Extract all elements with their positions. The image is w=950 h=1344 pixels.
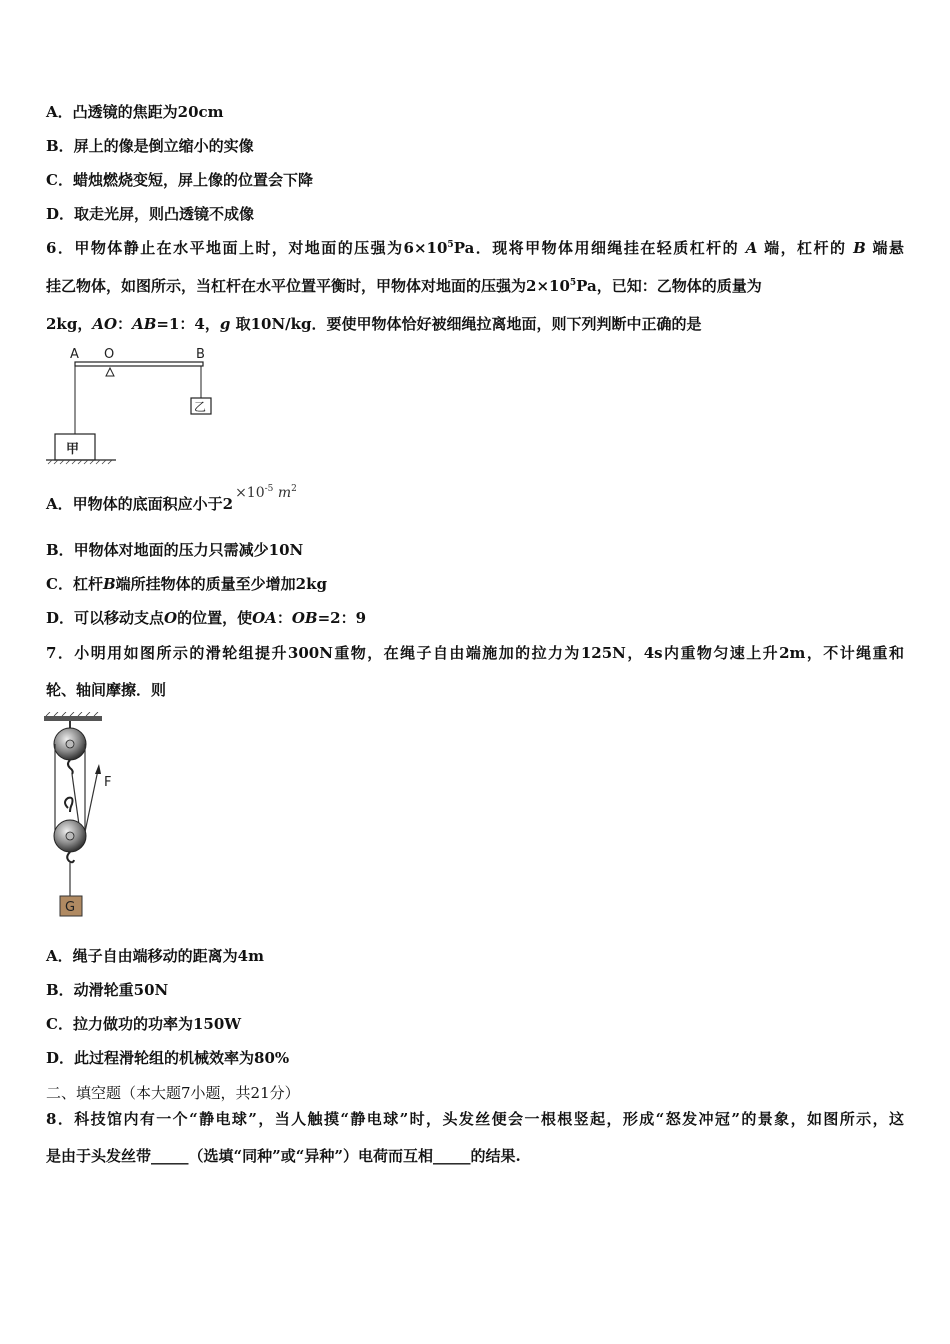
q7-stem-line2: 轮、轴间摩擦．则 [46, 681, 167, 699]
label-f: F [104, 775, 112, 790]
q7-option-a: A．绳子自由端移动的距离为4m [46, 947, 264, 965]
fulcrum [106, 368, 114, 376]
q6-option-c: C．杠杆B端所挂物体的质量至少增加2kg [46, 575, 327, 593]
q7-option-b: B．动滑轮重50N [46, 981, 169, 999]
q8-stem-line1: 8．科技馆内有一个“静电球”，当人触摸“静电球”时，头发丝便会一根根竖起，形成“怒发冲冠”的景象，如图所示，这 [46, 1110, 904, 1128]
q6-stem-line1: 6．甲物体静止在水平地面上时，对地面的压强为$6\times 10^5Pa$．现将甲物体用细绳挂在轻质杠杆的 A 端，杠杆的 B 端悬 [46, 239, 904, 257]
section-heading: 二、填空题（本大题7小题，共21分） [46, 1084, 300, 1102]
label-yi: 乙 [194, 400, 207, 414]
q7-option-d: D．此过程滑轮组的机械效率为80% [46, 1049, 290, 1067]
ceiling-hatch [46, 712, 98, 716]
q7-option-c: C．拉力做功的功率为150W [46, 1015, 242, 1033]
q6-option-d: D．可以移动支点O的位置，使OA：OB=2：9 [46, 609, 367, 627]
label-jia: 甲 [66, 442, 80, 457]
pulley-figure [40, 712, 130, 924]
q5-option-d: D．取走光屏，则凸透镜不成像 [46, 205, 255, 223]
area-formula: $\times 10^{-5}$ $m^2$ [235, 484, 297, 501]
lever-bar [75, 362, 203, 366]
q8-stem-line2: 是由于头发丝带_____（选填“同种”或“异种”）电荷而互相_____的结果. [46, 1147, 521, 1165]
rope-free-end [85, 770, 98, 832]
q5-option-a: A．凸透镜的焦距为20cm [46, 103, 224, 121]
q7-stem-line1: 7．小明用如图所示的滑轮组提升300N重物，在绳子自由端施加的拉力为125N，4s内重物匀速上升2m，不计绳重和 [46, 644, 904, 662]
q6-stem-line2: 挂乙物体，如图所示，当杠杆在水平位置平衡时，甲物体对地面的压强为$2\times 10^5Pa$，已知：乙物体的质量为 [46, 277, 762, 295]
label-a: A [70, 347, 79, 362]
lever-figure [40, 342, 230, 470]
q6-option-a: A．甲物体的底面积应小于$2\times 10^{-5}$ $m^2$ [46, 484, 297, 513]
q6-stem-line3: 2kg，AO：AB=1：4，g 取10N/kg．要使甲物体恰好被细绳拉离地面，则下列判断中正确的是 [46, 315, 702, 333]
q6-option-b: B．甲物体对地面的压力只需减少10N [46, 541, 304, 559]
q5-option-b: B．屏上的像是倒立缩小的实像 [46, 137, 254, 155]
ceiling [44, 716, 102, 721]
label-o: O [104, 347, 115, 362]
force-arrow [95, 764, 101, 774]
label-b: B [196, 347, 205, 362]
label-g: G [65, 900, 76, 915]
q5-option-c: C．蜡烛燃烧变短，屏上像的位置会下降 [46, 171, 313, 189]
ground-hatch [48, 460, 112, 464]
